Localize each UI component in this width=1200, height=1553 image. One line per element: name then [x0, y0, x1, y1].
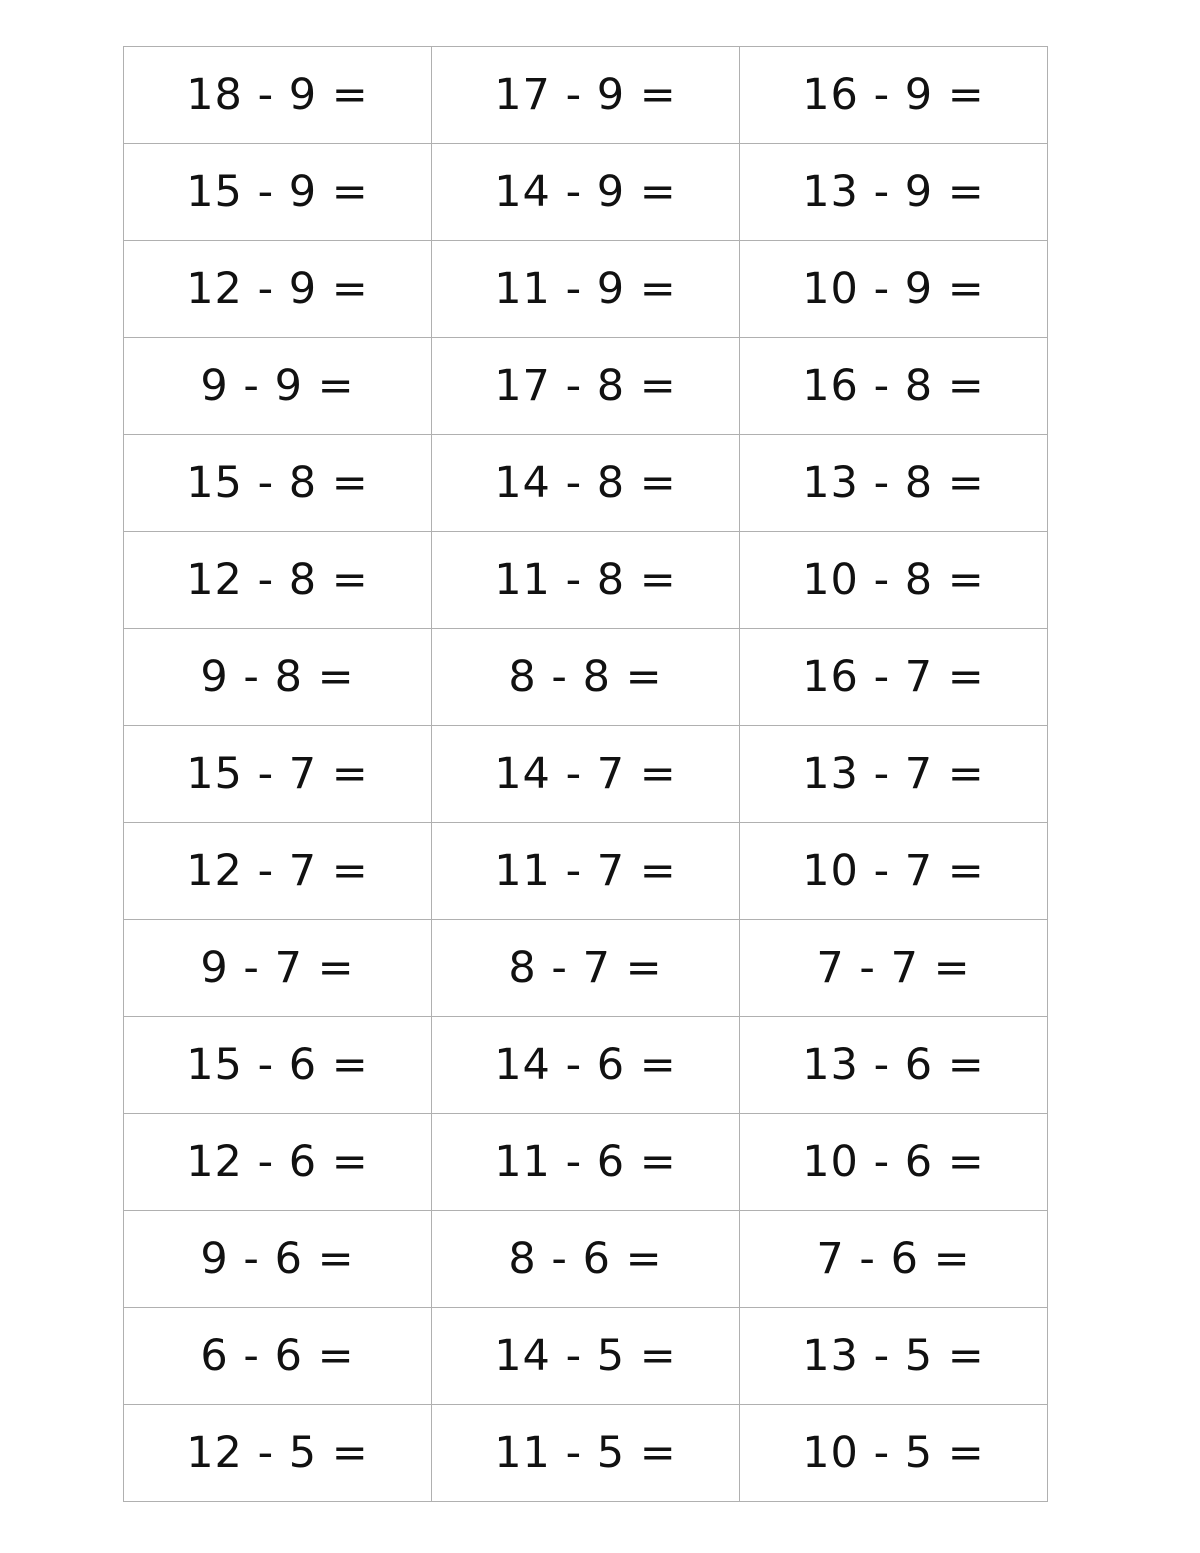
table-row: [124, 435, 1048, 532]
problem-cell: 7 - 6 =: [740, 1211, 1048, 1308]
problem-cell: 12 - 6 =: [124, 1114, 432, 1211]
problem-cell: 13 - 5 =: [740, 1308, 1048, 1405]
problem-cell: 7 - 7 =: [740, 920, 1048, 1017]
problem-cell: 11 - 7 =: [432, 823, 740, 920]
table-row: [124, 1211, 1048, 1308]
problem-cell: 9 - 9 =: [124, 338, 432, 435]
problem-cell: 13 - 8 =: [740, 435, 1048, 532]
problem-cell: 14 - 9 =: [432, 144, 740, 241]
problem-cell: 11 - 5 =: [432, 1405, 740, 1502]
problem-cell: 15 - 9 =: [124, 144, 432, 241]
problem-cell: 15 - 8 =: [124, 435, 432, 532]
problem-cell: 10 - 8 =: [740, 532, 1048, 629]
problem-cell: 12 - 7 =: [124, 823, 432, 920]
table-row: [124, 629, 1048, 726]
problem-cell: 14 - 5 =: [432, 1308, 740, 1405]
problem-cell: 14 - 6 =: [432, 1017, 740, 1114]
problem-cell: 11 - 9 =: [432, 241, 740, 338]
problem-cell: 16 - 9 =: [740, 47, 1048, 144]
table-row: [124, 144, 1048, 241]
problem-cell: 12 - 8 =: [124, 532, 432, 629]
problem-cell: 16 - 8 =: [740, 338, 1048, 435]
problem-cell: 12 - 9 =: [124, 241, 432, 338]
table-row: [124, 726, 1048, 823]
problem-cell: 13 - 6 =: [740, 1017, 1048, 1114]
table-row: [124, 338, 1048, 435]
problem-cell: 16 - 7 =: [740, 629, 1048, 726]
table-row: [124, 920, 1048, 1017]
table-row: [124, 823, 1048, 920]
problem-cell: 8 - 7 =: [432, 920, 740, 1017]
problem-cell: 15 - 6 =: [124, 1017, 432, 1114]
problem-cell: 10 - 9 =: [740, 241, 1048, 338]
problem-cell: 8 - 8 =: [432, 629, 740, 726]
problem-cell: 10 - 5 =: [740, 1405, 1048, 1502]
problem-cell: 13 - 9 =: [740, 144, 1048, 241]
subtraction-table: [123, 46, 1048, 1502]
problem-cell: 8 - 6 =: [432, 1211, 740, 1308]
problem-cell: 10 - 6 =: [740, 1114, 1048, 1211]
table-row: [124, 532, 1048, 629]
problem-cell: 6 - 6 =: [124, 1308, 432, 1405]
table-row: [124, 1405, 1048, 1502]
problem-cell: 12 - 5 =: [124, 1405, 432, 1502]
problem-cell: 18 - 9 =: [124, 47, 432, 144]
problem-cell: 14 - 7 =: [432, 726, 740, 823]
problem-cell: 10 - 7 =: [740, 823, 1048, 920]
problem-cell: 11 - 6 =: [432, 1114, 740, 1211]
table-row: [124, 241, 1048, 338]
subtraction-table-body: [124, 47, 1048, 1502]
problem-cell: 9 - 8 =: [124, 629, 432, 726]
problem-cell: 15 - 7 =: [124, 726, 432, 823]
table-row: [124, 1308, 1048, 1405]
problem-cell: 13 - 7 =: [740, 726, 1048, 823]
problem-cell: 17 - 8 =: [432, 338, 740, 435]
table-row: [124, 1017, 1048, 1114]
problem-cell: 11 - 8 =: [432, 532, 740, 629]
table-row: [124, 1114, 1048, 1211]
problem-cell: 9 - 7 =: [124, 920, 432, 1017]
table-row: [124, 47, 1048, 144]
problem-cell: 9 - 6 =: [124, 1211, 432, 1308]
problem-cell: 14 - 8 =: [432, 435, 740, 532]
problem-cell: 17 - 9 =: [432, 47, 740, 144]
